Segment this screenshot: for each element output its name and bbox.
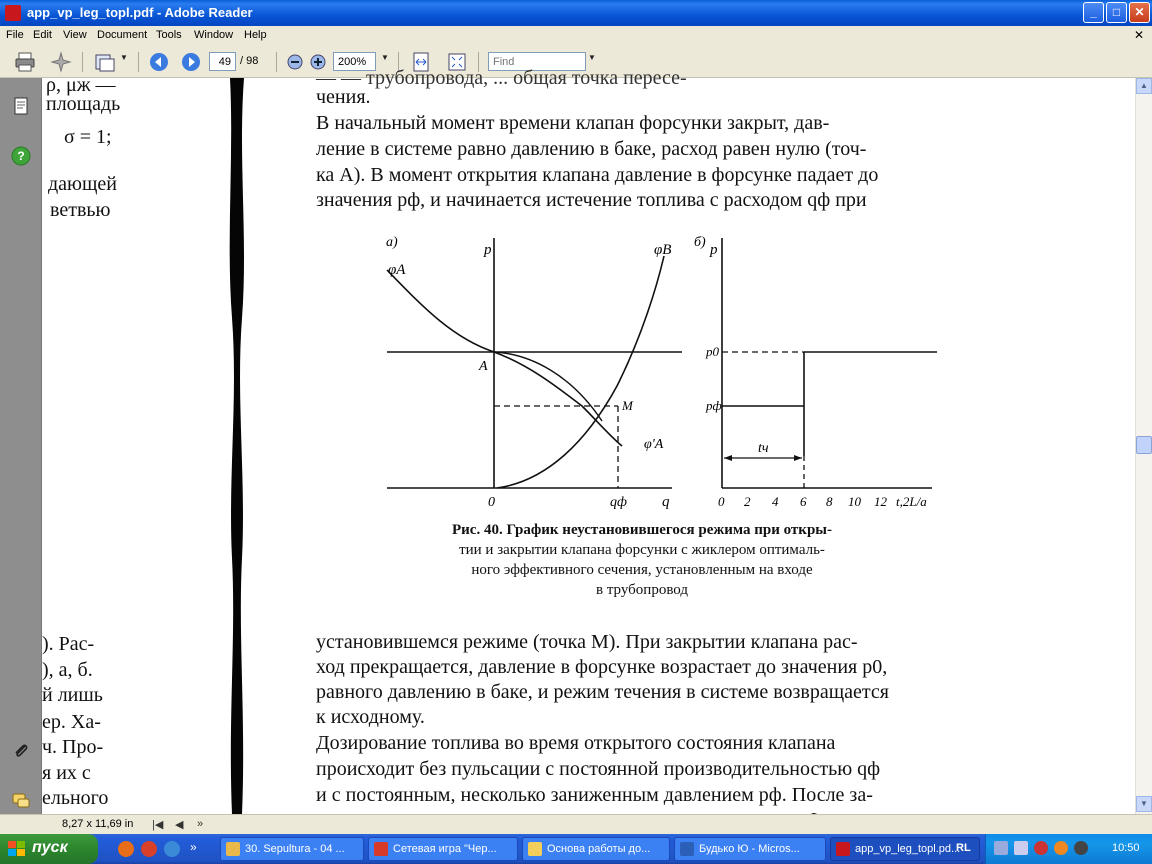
curve-phi-b xyxy=(497,256,664,488)
scan-binding-shadow xyxy=(220,78,250,814)
windows-logo-icon xyxy=(8,841,26,857)
taskbar-item-label: Будько Ю - Micros... xyxy=(699,843,800,855)
taskbar-item-label: Основа работы до... xyxy=(547,843,651,855)
paragraph-line: происходит без пульсации с постоянной производительностью qф xyxy=(316,758,881,780)
tick-label: 10 xyxy=(848,494,861,509)
p-phi-label: pф xyxy=(706,398,722,413)
p0-label: p0 xyxy=(706,344,719,359)
title-bar xyxy=(0,0,1152,26)
page-number-input[interactable] xyxy=(209,52,236,71)
cut-text-line: — — трубопровода, ... общая точка пересе- xyxy=(316,67,687,89)
paragraph-line: Дозирование топлива во время открытого состояния клапана xyxy=(316,732,836,754)
select-tool-dropdown-icon[interactable]: ▼ xyxy=(120,53,128,62)
find-dropdown-icon[interactable]: ▼ xyxy=(588,53,596,62)
volume-icon[interactable] xyxy=(1074,841,1088,855)
scroll-down-icon[interactable]: ▼ xyxy=(1136,796,1152,812)
tick-label: 8 xyxy=(826,494,833,509)
margin-text: σ = 1; xyxy=(64,126,112,148)
document-close-button[interactable]: ✕ xyxy=(1133,28,1144,42)
margin-text: ельного xyxy=(42,787,109,809)
curve-phi-b-label: φB xyxy=(654,242,672,258)
tick-label: 4 xyxy=(772,494,779,509)
taskbar-item[interactable] xyxy=(368,837,518,861)
axis-p-label: p xyxy=(484,242,492,258)
t-ch-label: tч xyxy=(758,441,769,456)
menu-bar xyxy=(0,26,1152,46)
menu-document[interactable]: Document xyxy=(97,29,148,41)
vertical-scrollbar[interactable] xyxy=(1135,78,1152,814)
next-page-icon[interactable] xyxy=(180,51,202,73)
pdf-icon xyxy=(836,842,850,856)
origin-label: 0 xyxy=(488,495,495,510)
margin-text: ветвью xyxy=(50,199,111,221)
attachments-icon[interactable] xyxy=(11,741,31,761)
heart-icon xyxy=(374,842,388,856)
taskbar-item[interactable] xyxy=(522,837,670,861)
margin-text: я их с xyxy=(42,762,91,784)
margin-text: ). Рас- xyxy=(42,633,95,655)
toolbar-separator xyxy=(82,52,83,72)
firefox-icon[interactable] xyxy=(118,841,134,857)
q-phi-label: qф xyxy=(610,495,627,510)
first-page-icon[interactable]: |◀ xyxy=(152,819,164,831)
menu-edit[interactable]: Edit xyxy=(33,29,52,41)
winamp-icon xyxy=(226,842,240,856)
page-total: / 98 xyxy=(240,55,259,67)
clock: 10:50 xyxy=(1112,842,1140,854)
taskbar-item-label: 30. Sepultura - 04 ... xyxy=(245,843,345,855)
menu-view[interactable]: View xyxy=(63,29,87,41)
paragraph-line: установившемся режиме (точка M). При закрытии клапана рас- xyxy=(316,631,858,653)
paragraph-line: значения pф, и начинается истечение топлива с расходом qф при xyxy=(316,189,867,211)
paragraph-line: чения. xyxy=(316,86,371,108)
point-a-label: A xyxy=(479,359,488,374)
margin-text: ), а, б. xyxy=(42,659,93,681)
zoom-dropdown-icon[interactable]: ▼ xyxy=(381,53,389,62)
pages-icon[interactable] xyxy=(11,96,31,116)
tick-label: t,2L/a xyxy=(896,494,927,509)
maximize-button[interactable]: □ xyxy=(1106,2,1127,23)
previous-page-icon[interactable]: ◀ xyxy=(175,819,184,831)
display-icon[interactable] xyxy=(1014,841,1028,855)
taskbar-item-label: app_vp_leg_topl.pd... xyxy=(855,843,961,855)
taskbar xyxy=(0,834,1152,864)
point-m-label: M xyxy=(622,398,633,413)
svg-text:?: ? xyxy=(17,149,25,163)
paragraph-line: и с постоянным, несколько заниженным давлением pф. После за- xyxy=(316,784,873,806)
margin-text: дающей xyxy=(48,173,117,195)
margin-text: ч. Про- xyxy=(42,736,104,758)
document-view[interactable] xyxy=(42,67,1135,814)
scroll-up-icon[interactable]: ▲ xyxy=(1136,78,1152,94)
word-icon xyxy=(680,842,694,856)
minimize-button[interactable]: _ xyxy=(1083,2,1104,23)
menu-help[interactable]: Help xyxy=(244,29,267,41)
paragraph-line: к исходному. xyxy=(316,706,425,728)
curve-phi-a-label: φA xyxy=(388,262,406,278)
menu-window[interactable]: Window xyxy=(194,29,234,41)
taskbar-item-label: Сетевая игра "Чер... xyxy=(393,843,497,855)
taskbar-item[interactable] xyxy=(674,837,826,861)
system-tray xyxy=(956,834,1152,864)
window-title: app_vp_leg_topl.pdf - Adobe Reader xyxy=(27,5,253,20)
margin-text: й лишь xyxy=(42,684,103,706)
menu-tools[interactable]: Tools xyxy=(156,29,182,41)
tick-label: 0 xyxy=(718,494,725,509)
folder-icon xyxy=(528,842,542,856)
hand-tool-icon[interactable] xyxy=(50,51,72,73)
app-tray-icon[interactable] xyxy=(1054,841,1068,855)
paragraph-line: ление в системе равно давлению в баке, расход равен нулю (точ- xyxy=(316,138,867,160)
start-button[interactable] xyxy=(0,834,98,864)
figure-40 xyxy=(372,226,952,516)
tick-label: 6 xyxy=(800,494,807,509)
axis-q-label: q xyxy=(662,494,670,510)
paragraph-line: ход прекращается, давление в форсунке возрастает до значения p0, xyxy=(316,656,888,678)
navigation-pane xyxy=(0,78,42,814)
paragraph-line: ка A). В момент открытия клапана давление в форсунке падает до xyxy=(316,164,879,186)
margin-text: ρ, μж — xyxy=(46,74,116,96)
caption-line: тии и закрытии клапана форсунки с жиклером оптималь- xyxy=(459,542,825,558)
zoom-out-icon[interactable] xyxy=(284,51,306,73)
help-icon[interactable] xyxy=(11,146,31,166)
opera-icon[interactable] xyxy=(141,841,157,857)
toolbar-separator xyxy=(138,52,139,72)
start-label: пуск xyxy=(32,839,68,856)
curve-phi-a-prime-label: φ'A xyxy=(644,437,664,452)
margin-text: площадь xyxy=(46,93,121,115)
panel-b-label: б) xyxy=(694,235,706,250)
status-bar xyxy=(0,814,1152,834)
language-indicator[interactable]: RL xyxy=(956,842,971,854)
quick-launch-more-icon[interactable]: » xyxy=(190,840,197,854)
menu-file[interactable]: File xyxy=(6,29,24,41)
paragraph-line: В начальный момент времени клапан форсунки закрыт, дав- xyxy=(316,112,830,134)
paragraph-line: равного давлению в баке, и режим течения в системе возвращается xyxy=(316,681,889,703)
caption-line: в трубопровод xyxy=(595,582,688,598)
caption-line: ного эффективного сечения, установленным на входе xyxy=(471,562,813,578)
adobe-reader-icon xyxy=(5,5,21,21)
tick-label: 2 xyxy=(744,494,751,509)
print-icon[interactable] xyxy=(14,51,36,73)
select-tool-icon[interactable] xyxy=(94,51,116,73)
close-button[interactable]: ✕ xyxy=(1129,2,1150,23)
page-size-label: 8,27 x 11,69 in xyxy=(62,818,134,830)
panel-a-label: a) xyxy=(386,235,398,250)
taskbar-item[interactable] xyxy=(220,837,364,861)
antivirus-icon[interactable] xyxy=(1034,841,1048,855)
scroll-thumb[interactable] xyxy=(1136,436,1152,454)
network-icon[interactable] xyxy=(994,841,1008,855)
comments-icon[interactable] xyxy=(11,791,31,811)
curve-phi-a xyxy=(387,270,622,446)
caption-line: Рис. 40. График неустановившегося режима при откры- xyxy=(451,522,832,538)
tick-label: 12 xyxy=(874,494,887,509)
axis-p-label: p xyxy=(710,242,718,258)
ie-icon[interactable] xyxy=(164,841,180,857)
more-icon[interactable]: » xyxy=(197,818,204,830)
toolbar-separator xyxy=(276,52,277,72)
margin-text: ер. Ха- xyxy=(42,711,101,733)
previous-page-icon[interactable] xyxy=(148,51,170,73)
